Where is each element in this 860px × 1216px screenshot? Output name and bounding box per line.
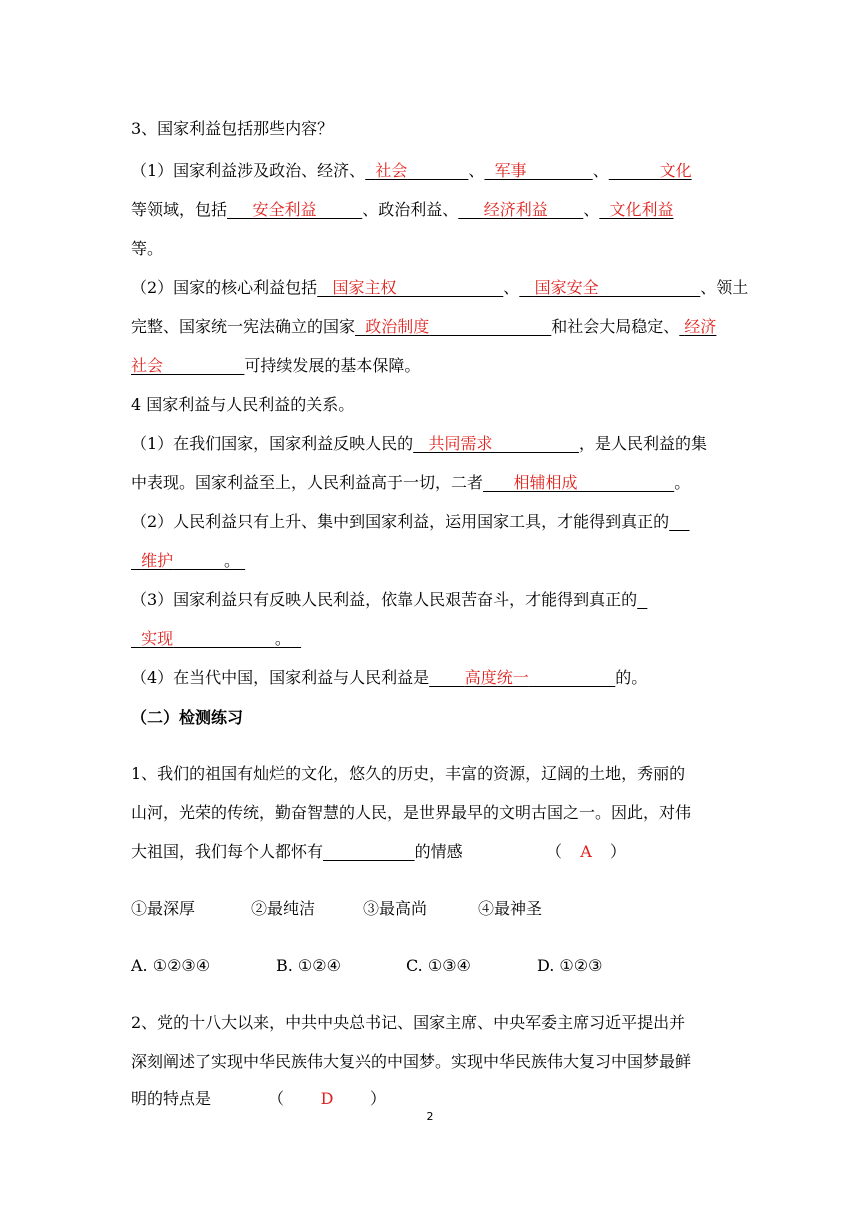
- q3-p2-line1: （2）国家的核心利益包括 国家主权 、 国家安全 、领土: [131, 278, 749, 297]
- q4-p4: （4）在当代中国，国家利益与人民利益是 高度统一 的。: [131, 668, 648, 687]
- page-number: 2: [426, 1110, 434, 1123]
- q3-p1-line1: （1）国家利益涉及政治、经济、 社会 、 军事 、 文化: [131, 161, 692, 180]
- ex1-answer: A: [580, 842, 592, 861]
- section-heading: （二）检测练习: [131, 708, 244, 727]
- answer-blank: 军事: [494, 161, 527, 180]
- answer-blank: 国家安全: [534, 278, 599, 297]
- ex2-line3: 明的特点是: [131, 1089, 212, 1108]
- answer-blank: 安全利益: [252, 200, 317, 219]
- answer-blank: 维护: [141, 551, 174, 570]
- q4-p2-line1: （2）人民利益只有上升、集中到国家利益，运用国家工具，才能得到真正的: [131, 512, 670, 531]
- blank: [323, 842, 415, 861]
- ex2-line1: 2、党的十八大以来，中共中央总书记、国家主席、中央军委主席习近平提出并: [131, 1013, 686, 1032]
- answer-blank: 高度统一: [464, 668, 529, 687]
- answer-blank: 社会: [375, 161, 408, 180]
- answer-blank: 经济: [684, 317, 717, 336]
- q4-p1-line1: （1）在我们国家，国家利益反映人民的 共同需求 ，是人民利益的集: [131, 434, 707, 453]
- q3-p2-line3: 社会 可持续发展的基本保障。: [131, 356, 421, 375]
- answer-blank: 经济利益: [483, 200, 548, 219]
- ex2-answer-bracket: （ D ）: [268, 1089, 387, 1108]
- ex1-item-2: ②最纯洁: [251, 899, 316, 918]
- q4-p3-line1: （3）国家利益只有反映人民利益，依靠人民艰苦奋斗，才能得到真正的: [131, 590, 638, 609]
- answer-blank: 国家主权: [332, 278, 397, 297]
- answer-blank: 文化利益: [609, 200, 674, 219]
- ex1-option-c: C. ①③④: [406, 956, 471, 975]
- ex1-line2: 山河，光荣的传统，勤奋智慧的人民，是世界最早的文明古国之一。因此，对伟: [131, 803, 692, 822]
- q3-p1-line2: 等领域，包括 安全利益 、政治利益、 经济利益 、 文化利益: [131, 200, 674, 219]
- answer-blank: 相辅相成: [513, 473, 578, 492]
- ex1-item-3: ③最高尚: [363, 899, 428, 918]
- q4-p1-line2: 中表现。国家利益至上，人民利益高于一切，二者 相辅相成 。: [131, 473, 691, 492]
- ex2-answer: D: [320, 1089, 334, 1108]
- ex1-option-a: A. ①②③④: [131, 956, 211, 975]
- ex1-answer-bracket: （ A ）: [546, 842, 627, 861]
- ex2-line2: 深刻阐述了实现中华民族伟大复兴的中国梦。实现中华民族伟大复习中国梦最鲜: [131, 1052, 692, 1071]
- ex1-option-d: D. ①②③: [537, 956, 603, 975]
- q4-p3-line2: 实现 。: [141, 629, 291, 648]
- answer-blank: 实现: [141, 629, 174, 648]
- answer-blank: 政治制度: [365, 317, 430, 336]
- ex1-item-1: ①最深厚: [131, 899, 196, 918]
- ex1-line1: 1、我们的祖国有灿烂的文化，悠久的历史，丰富的资源，辽阔的土地，秀丽的: [131, 764, 686, 783]
- q4-p2-line2: 维护 。: [141, 551, 241, 570]
- q3-p1-line3: 等。: [131, 239, 164, 258]
- answer-blank: 共同需求: [428, 434, 493, 453]
- ex1-line3: 大祖国，我们每个人都怀有 的情感: [131, 842, 463, 861]
- q4-heading: 4 国家利益与人民利益的关系。: [131, 395, 355, 414]
- answer-blank: 社会: [131, 356, 164, 375]
- q3-p2-line2: 完整、国家统一宪法确立的国家 政治制度 和社会大局稳定、 经济: [131, 317, 717, 336]
- ex1-item-4: ④最神圣: [478, 899, 543, 918]
- ex1-option-b: B. ①②④: [276, 956, 341, 975]
- answer-blank: 文化: [659, 161, 692, 180]
- q3-heading: 3、国家利益包括那些内容？: [131, 119, 334, 138]
